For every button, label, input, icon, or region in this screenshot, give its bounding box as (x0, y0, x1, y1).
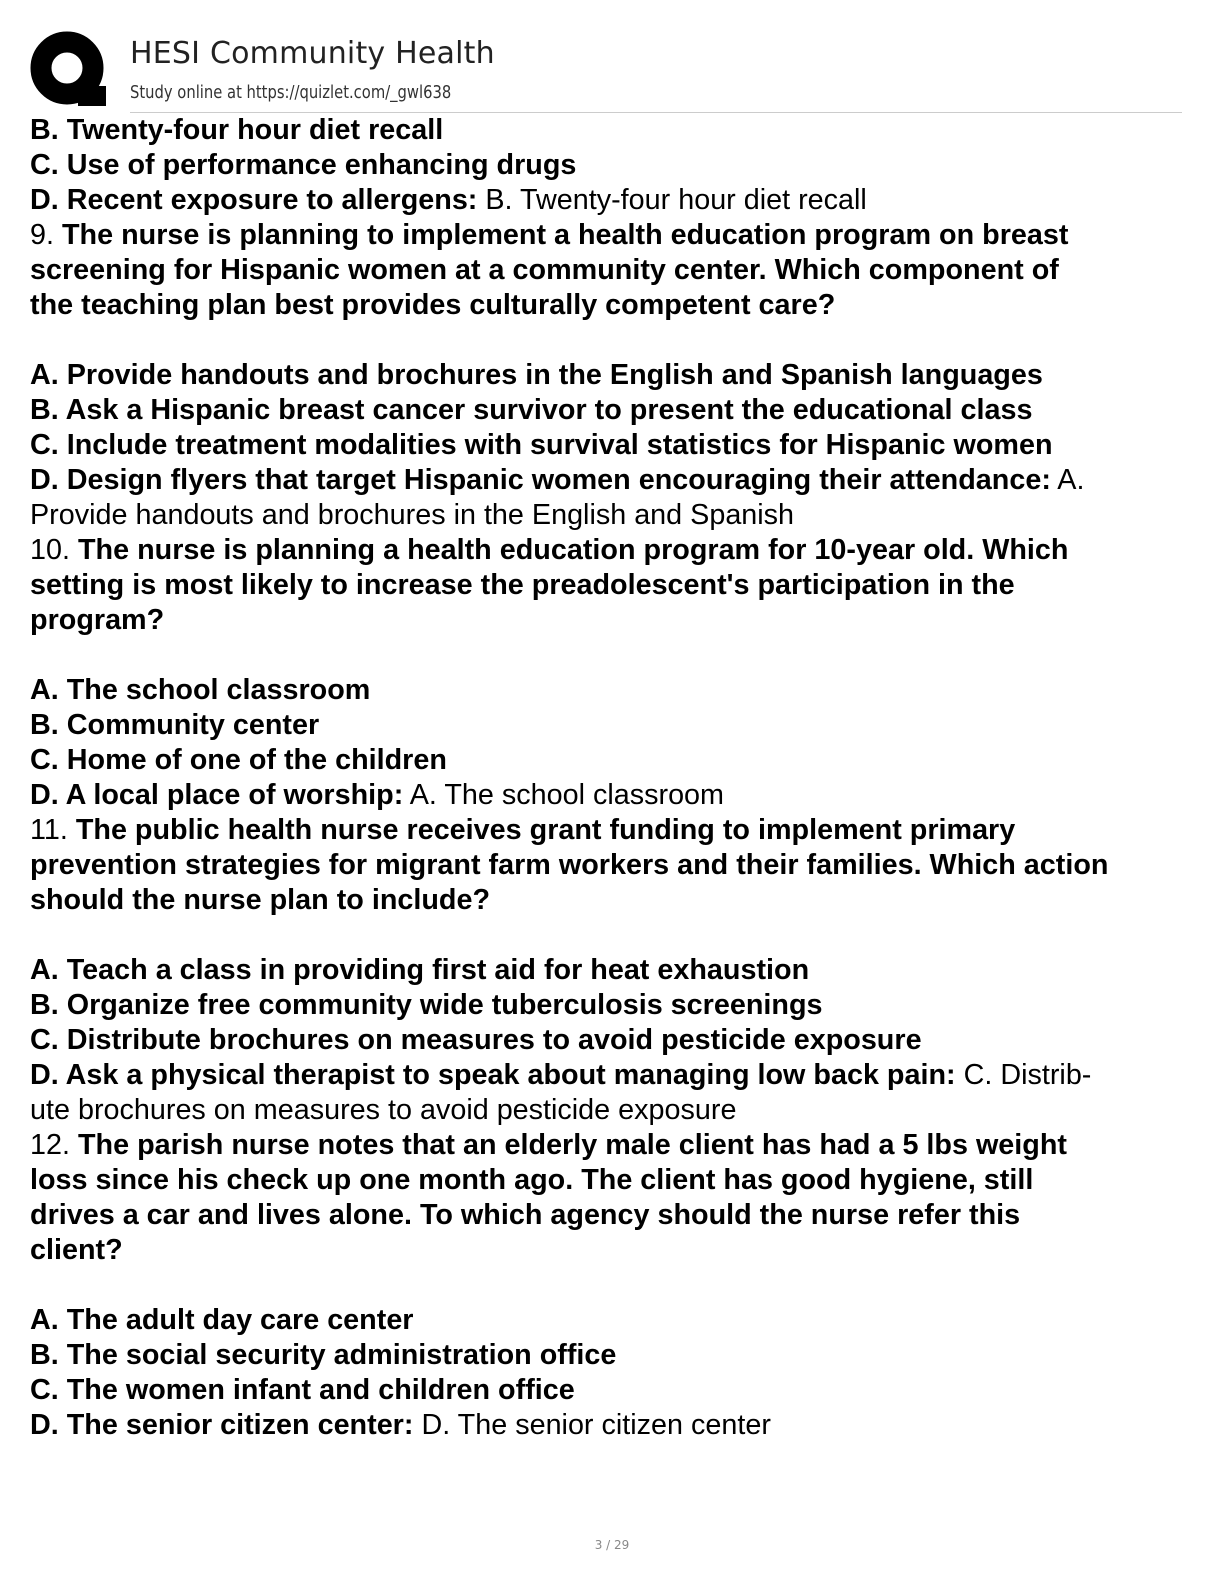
q9-stem-text-1: The nurse is planning to implement a health education program on breast (61, 219, 1069, 251)
q11-option-b: B. Organize free community wide tuberculosis screenings (30, 989, 823, 1021)
q9-option-d-text: D. Design flyers that target Hispanic women encouraging their attendance: (30, 464, 1051, 496)
q9-answer-2: Provide handouts and brochures in the English and Spanish (30, 499, 795, 531)
q9-option-c: C. Include treatment modalities with survival statistics for Hispanic women (30, 429, 1053, 461)
document-body (30, 113, 1200, 1443)
spacer (30, 1268, 1200, 1303)
q11-option-d-text: D. Ask a physical therapist to speak about managing low back pain: (30, 1059, 956, 1091)
q11-number: 11. (30, 814, 76, 846)
q11-stem-line-2: prevention strategies for migrant farm workers and their families. Which action (30, 849, 1109, 881)
q9-option-a: A. Provide handouts and brochures in the English and Spanish languages (30, 359, 1043, 391)
q12-option-d (30, 1408, 1190, 1443)
q11-option-c: C. Distribute brochures on measures to avoid pesticide exposure (30, 1024, 922, 1056)
q9-stem-line-1 (30, 218, 1190, 253)
q12-stem-line-3: drives a car and lives alone. To which agency should the nurse refer this (30, 1199, 1021, 1231)
spacer (30, 638, 1200, 673)
q12-option-c: C. The women infant and children office (30, 1374, 575, 1406)
q12-stem-line-1 (30, 1128, 1190, 1163)
q10-option-b: B. Community center (30, 709, 320, 741)
q10-stem-line-3: program? (30, 604, 165, 636)
q10-option-d (30, 778, 1190, 813)
q10-answer: A. The school classroom (403, 779, 725, 811)
q11-stem-line-3: should the nurse plan to include? (30, 884, 491, 916)
q9-answer-1: A. (1050, 464, 1085, 496)
q8-option-d-text: D. Recent exposure to allergens: (30, 184, 478, 216)
q11-stem-text-1: The public health nurse receives grant funding to implement primary (75, 814, 1016, 846)
q12-stem-text-1: The parish nurse notes that an elderly male client has had a 5 lbs weight (77, 1129, 1067, 1161)
spacer (30, 918, 1200, 953)
q12-option-b: B. The social security administration office (30, 1339, 617, 1371)
q8-option-c: C. Use of performance enhancing drugs (30, 149, 577, 181)
q10-stem-line-2: setting is most likely to increase the preadolescent's participation in the (30, 569, 1015, 601)
q10-option-a: A. The school classroom (30, 674, 371, 706)
q10-stem-text-1: The nurse is planning a health education program for 10-year old. Which (77, 534, 1069, 566)
q10-option-c: C. Home of one of the children (30, 744, 447, 776)
q9-number: 9. (30, 219, 62, 251)
q9-option-d (30, 463, 1190, 498)
q11-option-d (30, 1058, 1190, 1093)
page-title: HESI Community Health (130, 36, 495, 71)
q12-stem-line-4: client? (30, 1234, 123, 1266)
q8-answer: B. Twenty-four hour diet recall (477, 184, 867, 216)
page-number: 3 / 29 (594, 1538, 630, 1552)
q10-option-d-text: D. A local place of worship: (30, 779, 404, 811)
q8-option-d (30, 183, 1190, 218)
spacer (30, 323, 1200, 358)
q12-option-d-text: D. The senior citizen center: (30, 1409, 414, 1441)
q10-stem-line-1 (30, 533, 1190, 568)
q11-answer-1: C. Distrib- (955, 1059, 1092, 1091)
q12-answer: D. The senior citizen center (413, 1409, 771, 1441)
q11-option-a: A. Teach a class in providing first aid for heat exhaustion (30, 954, 810, 986)
page-header (30, 28, 1182, 114)
q12-number: 12. (30, 1129, 78, 1161)
q9-stem-line-2: screening for Hispanic women at a community center. Which component of (30, 254, 1059, 286)
q9-option-b: B. Ask a Hispanic breast cancer survivor to present the educational class (30, 394, 1033, 426)
q12-option-a: A. The adult day care center (30, 1304, 414, 1336)
quizlet-logo-icon (30, 28, 108, 110)
q9-stem-line-3: the teaching plan best provides culturally competent care? (30, 289, 836, 321)
q10-number: 10. (30, 534, 78, 566)
study-link[interactable]: Study online at https://quizlet.com/_gwl638 (130, 82, 452, 103)
q12-stem-line-2: loss since his check up one month ago. The client has good hygiene, still (30, 1164, 1034, 1196)
q11-stem-line-1 (30, 813, 1190, 848)
q11-answer-2: ute brochures on measures to avoid pesticide exposure (30, 1094, 737, 1126)
q8-option-b: B. Twenty-four hour diet recall (30, 114, 444, 146)
